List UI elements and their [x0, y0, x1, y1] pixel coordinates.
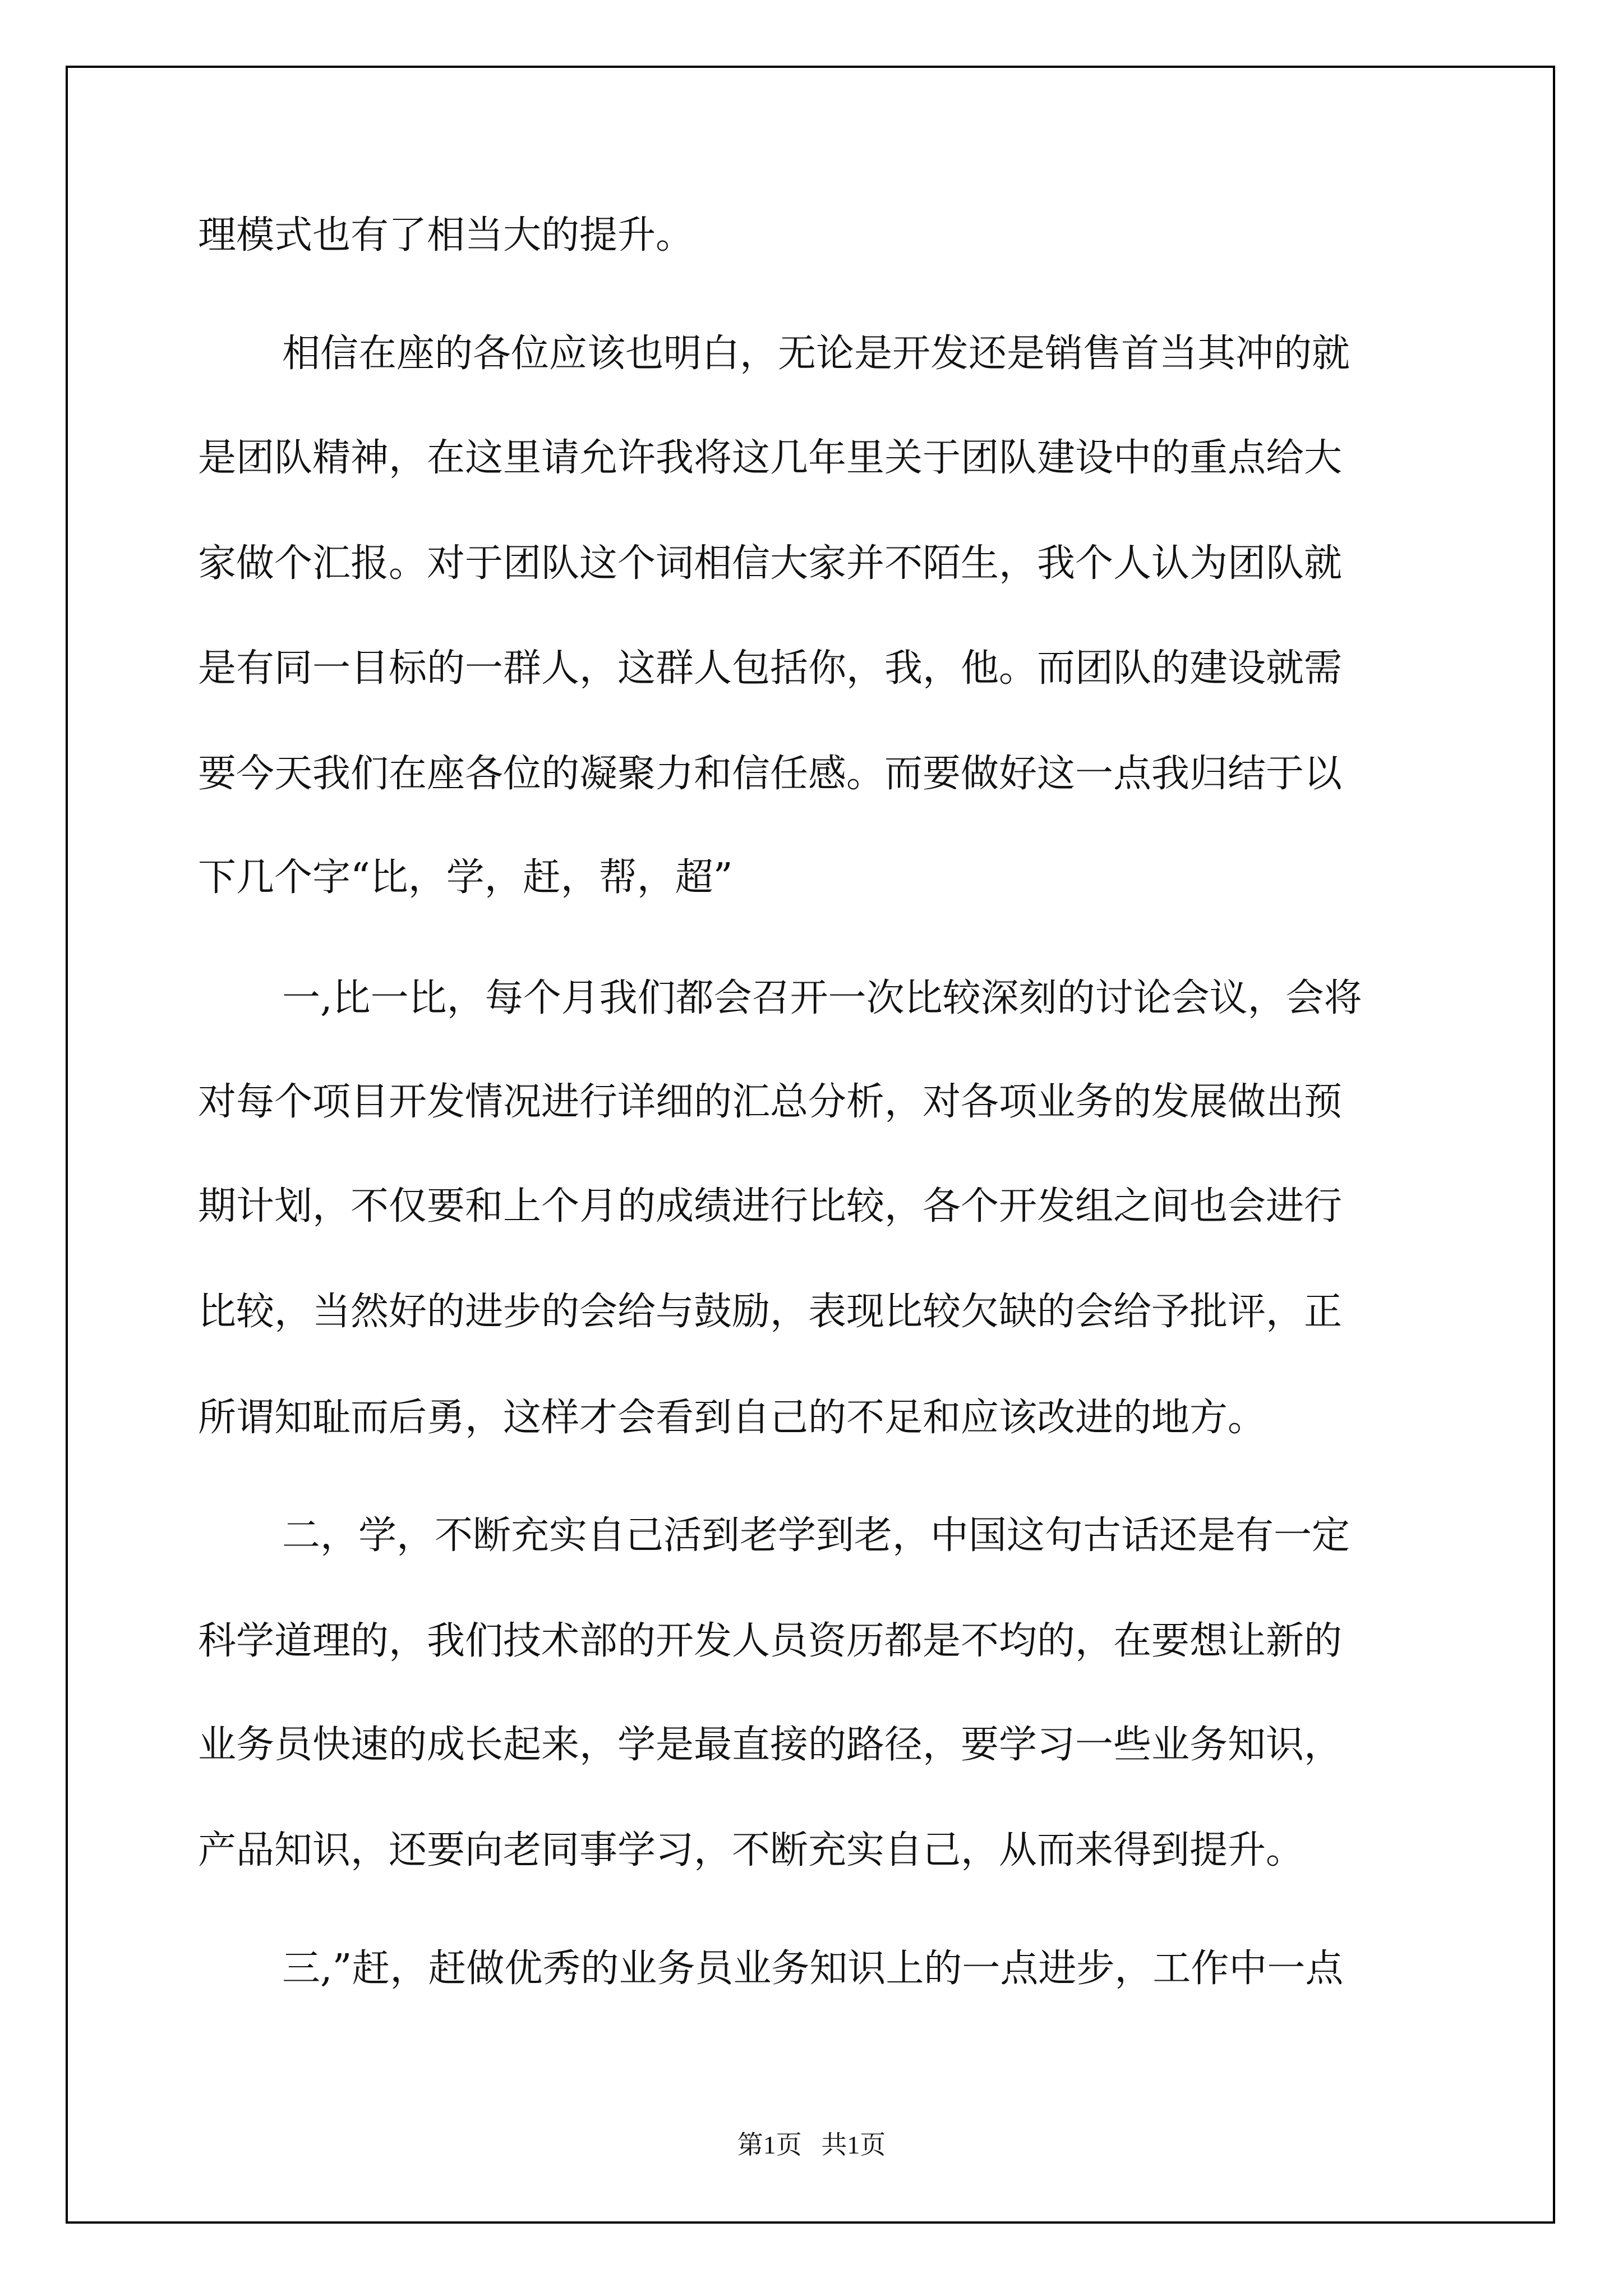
- text-line: 期计划，不仅要和上个月的成绩进行比较，各个开发组之间也会进行: [198, 1184, 1343, 1228]
- text-line: 比较，当然好的进步的会给与鼓励，表现比较欠缺的会给予批评，正: [198, 1290, 1343, 1334]
- text-line: 要今天我们在座各位的凝聚力和信任感。而要做好这一点我归结于以: [198, 752, 1343, 796]
- page-footer: 第1页 共1页: [737, 2131, 886, 2159]
- text-line: 对每个项目开发情况进行详细的汇总分析，对各项业务的发展做出预: [198, 1080, 1343, 1124]
- text-line: 所谓知耻而后勇，这样才会看到自己的不足和应该改进的地方。: [198, 1396, 1266, 1440]
- paragraph-first-line: 一,比一比，每个月我们都会召开一次比较深刻的讨论会议，会将: [282, 976, 1362, 1020]
- text-line: 理模式也有了相当大的提升。: [198, 213, 694, 257]
- text-line: 是团队精神，在这里请允许我将这几年里关于团队建设中的重点给大: [198, 436, 1343, 480]
- text-line: 是有同一目标的一群人，这群人包括你，我，他。而团队的建设就需: [198, 646, 1343, 691]
- paragraph-first-line: 三,”赶，赶做优秀的业务员业务知识上的一点进步，工作中一点: [282, 1947, 1344, 1991]
- text-line: 下几个字“比，学，赶，帮，超”: [198, 855, 733, 900]
- text-line: 科学道理的，我们技术部的开发人员资历都是不均的，在要想让新的: [198, 1619, 1343, 1663]
- text-line: 家做个汇报。对于团队这个词相信大家并不陌生，我个人认为团队就: [198, 541, 1343, 586]
- text-line: 产品知识，还要向老同事学习，不断充实自己，从而来得到提升。: [198, 1828, 1304, 1872]
- text-line: 业务员快速的成长起来，学是最直接的路径，要学习一些业务知识，: [198, 1723, 1343, 1767]
- paragraph-first-line: 相信在座的各位应该也明白，无论是开发还是销售首当其冲的就: [282, 332, 1350, 376]
- paragraph-first-line: 二，学，不断充实自己活到老学到老，中国这句古话还是有一定: [282, 1513, 1350, 1558]
